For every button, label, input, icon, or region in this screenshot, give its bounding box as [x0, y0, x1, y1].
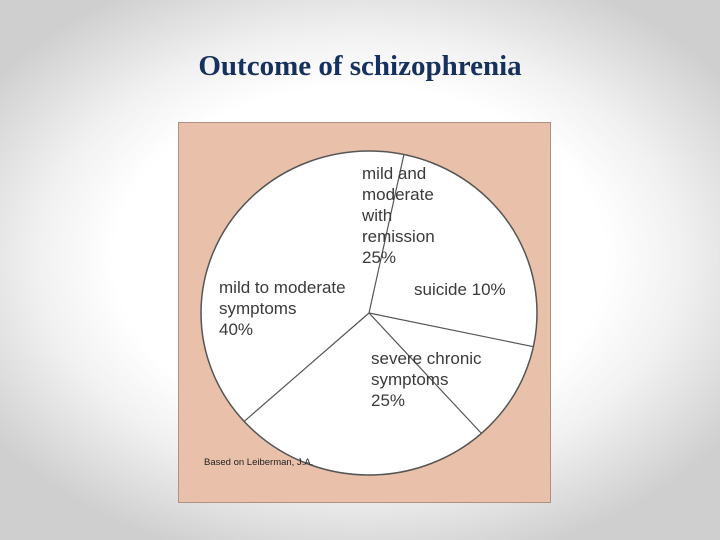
slice-label-mild-to-moderate: mild to moderate symptoms 40% [219, 278, 346, 339]
slide-title: Outcome of schizophrenia [198, 50, 522, 82]
figure-panel [178, 122, 551, 503]
slice-label-severe-chronic: severe chronic symptoms 25% [371, 349, 482, 410]
slice-label-suicide: suicide 10% [414, 280, 506, 299]
source-credit: Based on Leiberman, J.A. [204, 457, 314, 468]
slice-label-mild-moderate-remission: mild and moderate with remission 25% [362, 164, 435, 267]
